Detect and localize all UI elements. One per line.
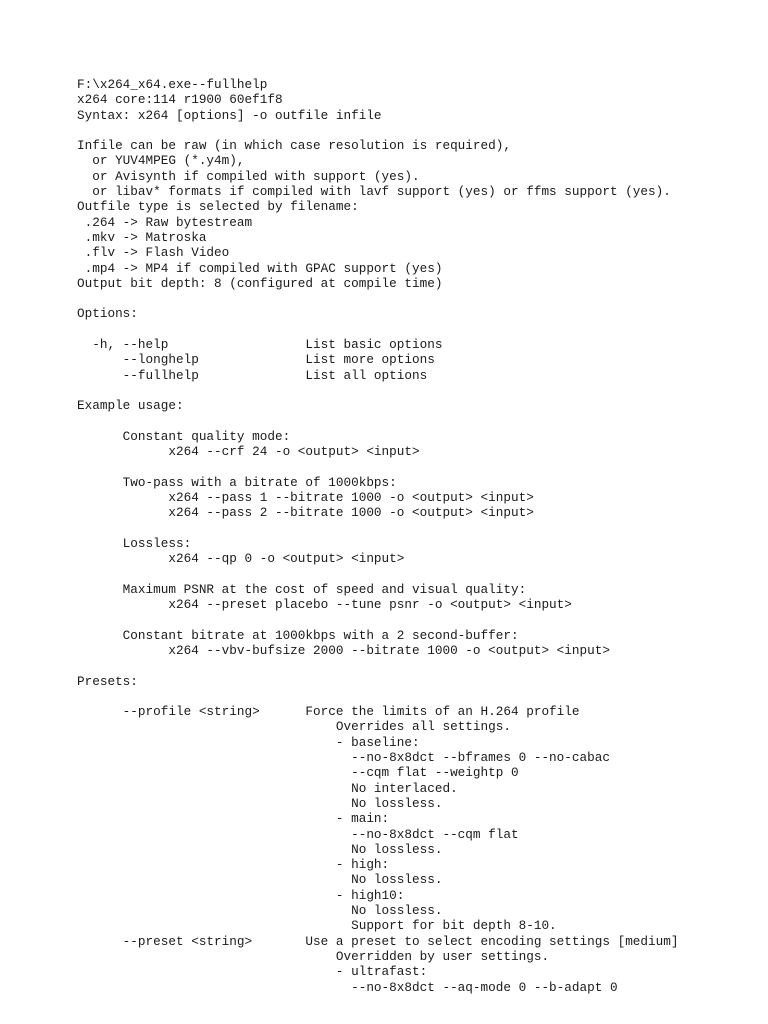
text-line: x264 --vbv-bufsize 2000 --bitrate 1000 -o <output> <input> — [77, 642, 610, 658]
text-line: F:\x264_x64.exe--fullhelp — [77, 77, 268, 92]
text-line: - high10: — [77, 887, 405, 903]
text-line: No interlaced. — [77, 780, 458, 796]
text-line — [77, 689, 679, 704]
text-line: - main: — [77, 811, 390, 827]
text-line: --longhelp List more options — [77, 352, 435, 368]
text-line: Presets: — [77, 673, 138, 689]
text-line: x264 --qp 0 -o <output> <input> — [77, 551, 405, 567]
text-line — [77, 459, 679, 474]
text-line — [77, 567, 679, 582]
text-line: --no-8x8dct --bframes 0 --no-cabac — [77, 750, 610, 766]
text-line: x264 --preset placebo --tune psnr -o <output> <input> — [77, 597, 572, 613]
text-line: Overrides all settings. — [77, 719, 511, 735]
text-line: - baseline: — [77, 734, 420, 750]
text-line — [77, 123, 679, 138]
text-line: x264 --crf 24 -o <output> <input> — [77, 444, 420, 460]
text-line: --preset <string> Use a preset to select encoding settings [medium] — [77, 933, 679, 949]
text-line: .flv -> Flash Video — [77, 245, 230, 261]
text-line: - high: — [77, 857, 390, 873]
text-line: or Avisynth if compiled with support (yes). — [77, 168, 420, 184]
text-line — [77, 612, 679, 627]
text-line — [77, 383, 679, 398]
text-line: Options: — [77, 306, 138, 322]
text-line: -h, --help List basic options — [77, 337, 443, 353]
text-line: .mkv -> Matroska — [77, 229, 207, 245]
text-line: --fullhelp List all options — [77, 367, 428, 383]
text-line: x264 --pass 1 --bitrate 1000 -o <output> <input> — [77, 490, 534, 506]
text-line: Overridden by user settings. — [77, 948, 550, 964]
text-line: .mp4 -> MP4 if compiled with GPAC support (yes) — [77, 260, 443, 276]
text-line — [77, 658, 679, 673]
text-line: Two-pass with a bitrate of 1000kbps: — [77, 474, 397, 490]
text-line — [77, 414, 679, 429]
text-line: --no-8x8dct --cqm flat — [77, 826, 519, 842]
text-line: Infile can be raw (in which case resolution is required), — [77, 138, 511, 154]
text-line: No lossless. — [77, 841, 443, 857]
text-line: --no-8x8dct --aq-mode 0 --b-adapt 0 — [77, 979, 618, 995]
text-line: - ultrafast: — [77, 964, 428, 980]
text-line: Lossless: — [77, 535, 192, 551]
text-line: x264 --pass 2 --bitrate 1000 -o <output> <input> — [77, 505, 534, 521]
text-line: Support for bit depth 8-10. — [77, 918, 557, 934]
text-line — [77, 291, 679, 306]
text-line: --profile <string> Force the limits of an H.264 profile — [77, 704, 580, 720]
text-line: or YUV4MPEG (*.y4m), — [77, 153, 245, 169]
text-line: No lossless. — [77, 872, 443, 888]
text-line: x264 core:114 r1900 60ef1f8 — [77, 92, 283, 108]
text-line: Constant bitrate at 1000kbps with a 2 second-buffer: — [77, 627, 519, 643]
text-line — [77, 322, 679, 337]
text-line: or libav* formats if compiled with lavf support (yes) or ffms support (yes). — [77, 184, 671, 200]
text-line — [77, 521, 679, 536]
text-line: Output bit depth: 8 (configured at compile time) — [77, 275, 443, 291]
text-line: Maximum PSNR at the cost of speed and visual quality: — [77, 581, 527, 597]
text-line: .264 -> Raw bytestream — [77, 214, 253, 230]
text-line: No lossless. — [77, 903, 443, 919]
text-line: Outfile type is selected by filename: — [77, 199, 359, 215]
text-line: No lossless. — [77, 795, 443, 811]
text-line: Example usage: — [77, 398, 184, 414]
text-line: --cqm flat --weightp 0 — [77, 765, 519, 781]
help-text-block — [77, 77, 679, 995]
text-line: Constant quality mode: — [77, 428, 291, 444]
text-line: Syntax: x264 [options] -o outfile infile — [77, 107, 382, 123]
